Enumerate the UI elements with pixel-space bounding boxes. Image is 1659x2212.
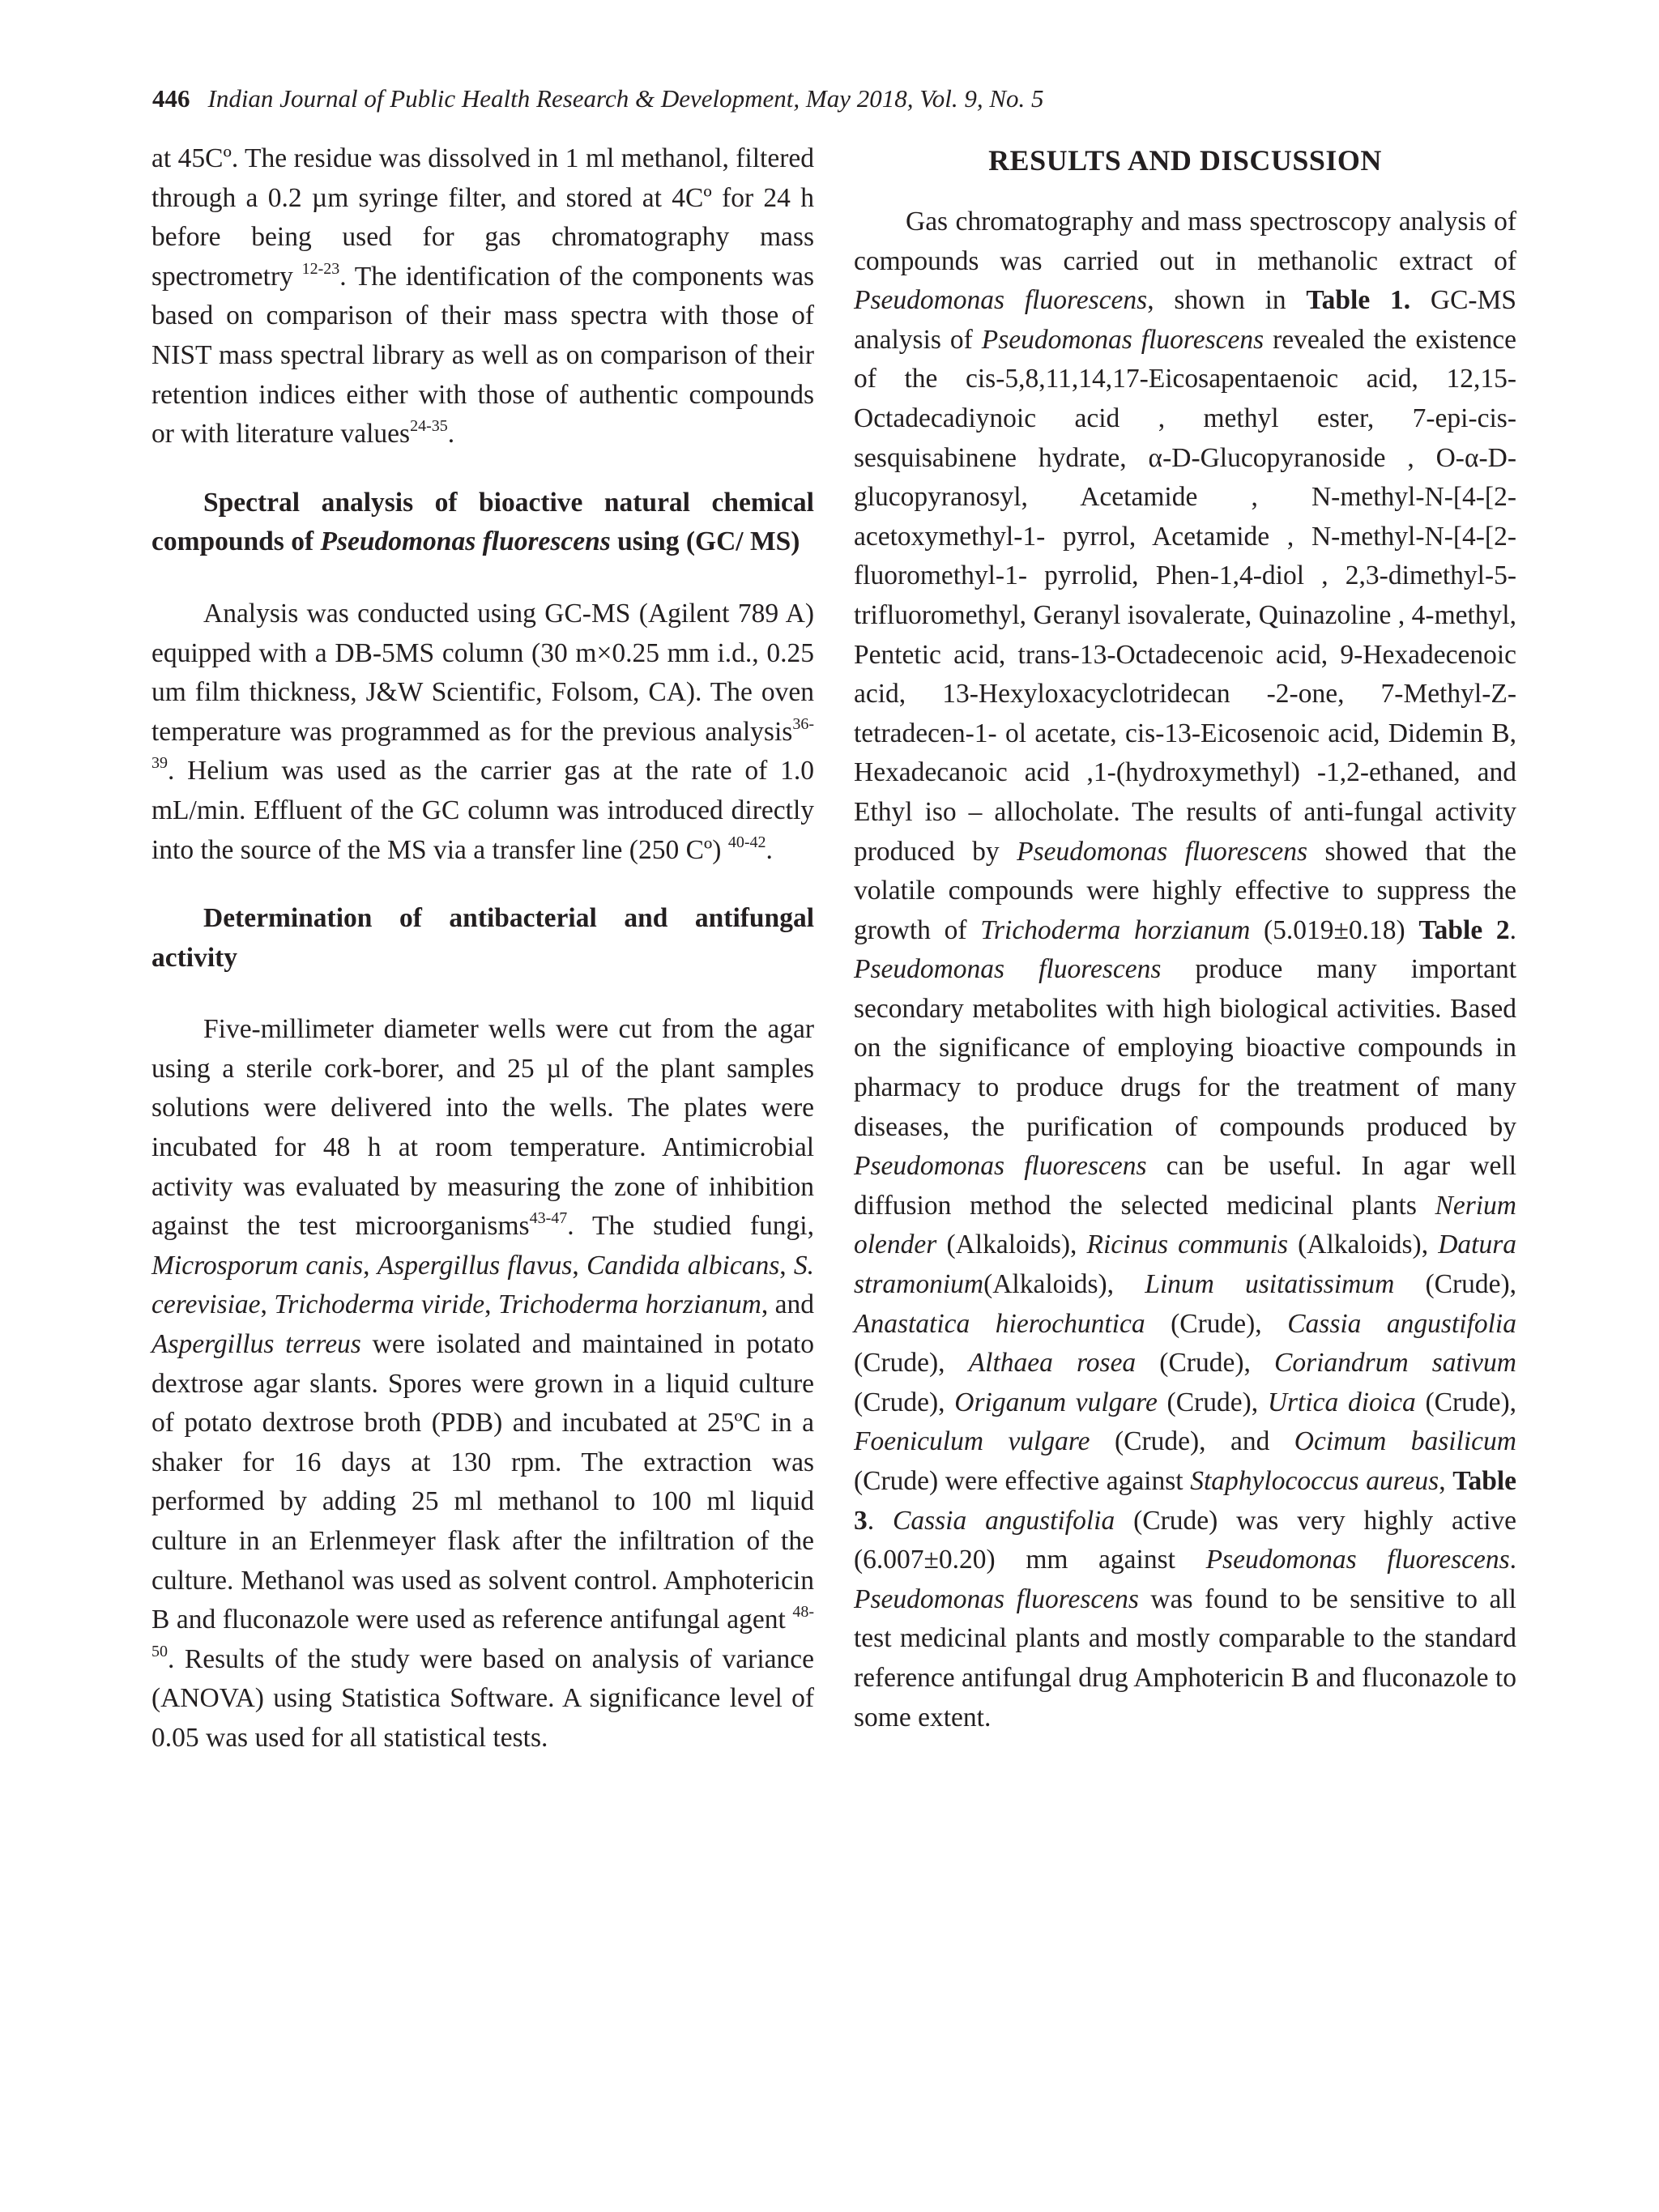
table-ref: Table 2 (1418, 914, 1510, 945)
section-heading-spectral-analysis: Spectral analysis of bioactive natural chemical compounds of Pseudomonas fluorescens using (GC/ MS) (151, 487, 814, 557)
citation-ref: 24-35 (410, 417, 448, 436)
journal-citation: Indian Journal of Public Health Research & Development, May 2018, Vol. 9, No. 5 (207, 84, 1044, 113)
citation-ref: 40-42 (727, 833, 766, 851)
section-heading-antifungal: Determination of antibacterial and antifungal activity (151, 903, 814, 973)
citation-ref: 48-50 (151, 1603, 814, 1660)
left-column (151, 139, 814, 1758)
citation-ref: 43-47 (529, 1209, 568, 1228)
table-ref: Table 3 (854, 1466, 1517, 1536)
methods-paragraph-extraction: at 45Cº. The residue was dissolved in 1 ml methanol, filtered through a 0.2 µm syringe filter, and stored at 4Cº for 24 h before being used for gas chromatography mass spectrometry $^{12-23}$. The identification of the components was based on comparison of their mass spectra with those of NIST mass spectral library as well as on comparison of their retention indices either with those of authentic compounds or with literature values$^{24-35}$. (151, 143, 814, 450)
table-ref: Table 1. (1306, 285, 1411, 316)
section-heading-results: RESULTS AND DISCUSSION (988, 144, 1382, 177)
running-header (152, 83, 1529, 115)
page-number: 446 (152, 84, 190, 113)
methods-paragraph-antimicrobial: Five-millimeter diameter wells were cut from the agar using a sterile cork-borer, and 25 µl of the plant samples solutions were delivered into the wells. The plates were incubated for 48 h at room temperature. Antimicrobial activity was evaluated by measuring the zone of inhibition against the test microorganisms$^{43-47}$. The studied fungi, Microsporum canis, Aspergillus flavus, Candida albicans, S. cerevisiae, Trichoderma viride, Trichoderma horzianum, and Aspergillus terreus were isolated and maintained in potato dextrose agar slants. Spores were grown in a liquid culture of potato dextrose broth (PDB) and incubated at 25ºC in a shaker for 16 days at 130 rpm. The extraction was performed by adding 25 ml methanol to 100 ml liquid culture in an Erlenmeyer flask after the infiltration of the culture. Methanol was used as solvent control. Amphotericin B and fluconazole were used as reference antifungal agent $^{48-50}$. Results of the study were based on analysis of variance (ANOVA) using Statistica Software. A significance level of 0.05 was used for all statistical tests. (151, 1014, 815, 1753)
citation-ref: 36-39 (151, 714, 814, 773)
results-paragraph: Gas chromatography and mass spectroscopy analysis of compounds was carried out in methanolic extract of Pseudomonas fluorescens, shown in Table 1. GC-MS analysis of Pseudomonas fluorescens revealed the existence of the cis-5,8,11,14,17-Eicosapentaenoic acid, 12,15-Octadecadiynoic acid , methyl ester, 7-epi-cis-sesquisabinene hydrate, α-D-Glucopyranoside , O-α-D-glucopyranosyl, Acetamide , N-methyl-N-[4-[2-acetoxymethyl-1- pyrrol, Acetamide , N-methyl-N-[4-[2-fluoromethyl-1- pyrrolid, Phen-1,4-diol , 2,3-dimethyl-5-trifluoromethyl, Geranyl isovalerate, Quinazoline , 4-methyl, Pentetic acid, trans-13-Octadecenoic acid, 9-Hexadecenoic acid, 13-Hexyloxacyclotridecan -2-one, 7-Methyl-Z-tetradecen-1- ol acetate, cis-13-Eicosenoic acid, Didemin B, Hexadecanoic acid ,1-(hydroxymethyl) -1,2-ethaned, and Ethyl iso – allocholate. The results of anti-fungal activity produced by Pseudomonas fluorescens showed that the volatile compounds were highly effective to suppress the growth of Trichoderma horzianum (5.019±0.18) Table 2. Pseudomonas fluorescens produce many important secondary metabolites with high biological activities. Based on the significance of employing bioactive compounds in pharmacy to produce drugs for the treatment of many diseases, the purification of compounds produced by Pseudomonas fluorescens can be useful. In agar well diffusion method the selected medicinal plants Nerium olender (Alkaloids), Ricinus communis (Alkaloids), Datura stramonium(Alkaloids), Linum usitatissimum (Crude), Anastatica hierochuntica (Crude), Cassia angustifolia (Crude), Althaea rosea (Crude), Coriandrum sativum (Crude), Origanum vulgare (Crude), Urtica dioica (Crude), Foeniculum vulgare (Crude), and Ocimum basilicum (Crude) were effective against Staphylococcus aureus, Table 3. Cassia angustifolia (Crude) was very highly active (6.007±0.20) mm against Pseudomonas fluorescens. Pseudomonas fluorescens was found to be sensitive to all test medicinal plants and mostly comparable to the standard reference antifungal drug Amphotericin B and fluconazole to some extent. (854, 207, 1517, 1733)
citation-ref: 12-23 (301, 259, 340, 278)
right-column (854, 141, 1516, 1737)
methods-paragraph-gcms: Analysis was conducted using GC-MS (Agilent 789 A) equipped with a DB-5MS column (30 m×0.25 mm i.d., 0.25 um film thickness, J&W Scientific, Folsom, CA). The oven temperature was programmed as for the previous analysis$^{36-39}$. Helium was used as the carrier gas at the rate of 1.0 mL/min. Effluent of the GC column was introduced directly into the source of the MS via a transfer line (250 Cº) $^{40-42}$. (151, 598, 814, 865)
